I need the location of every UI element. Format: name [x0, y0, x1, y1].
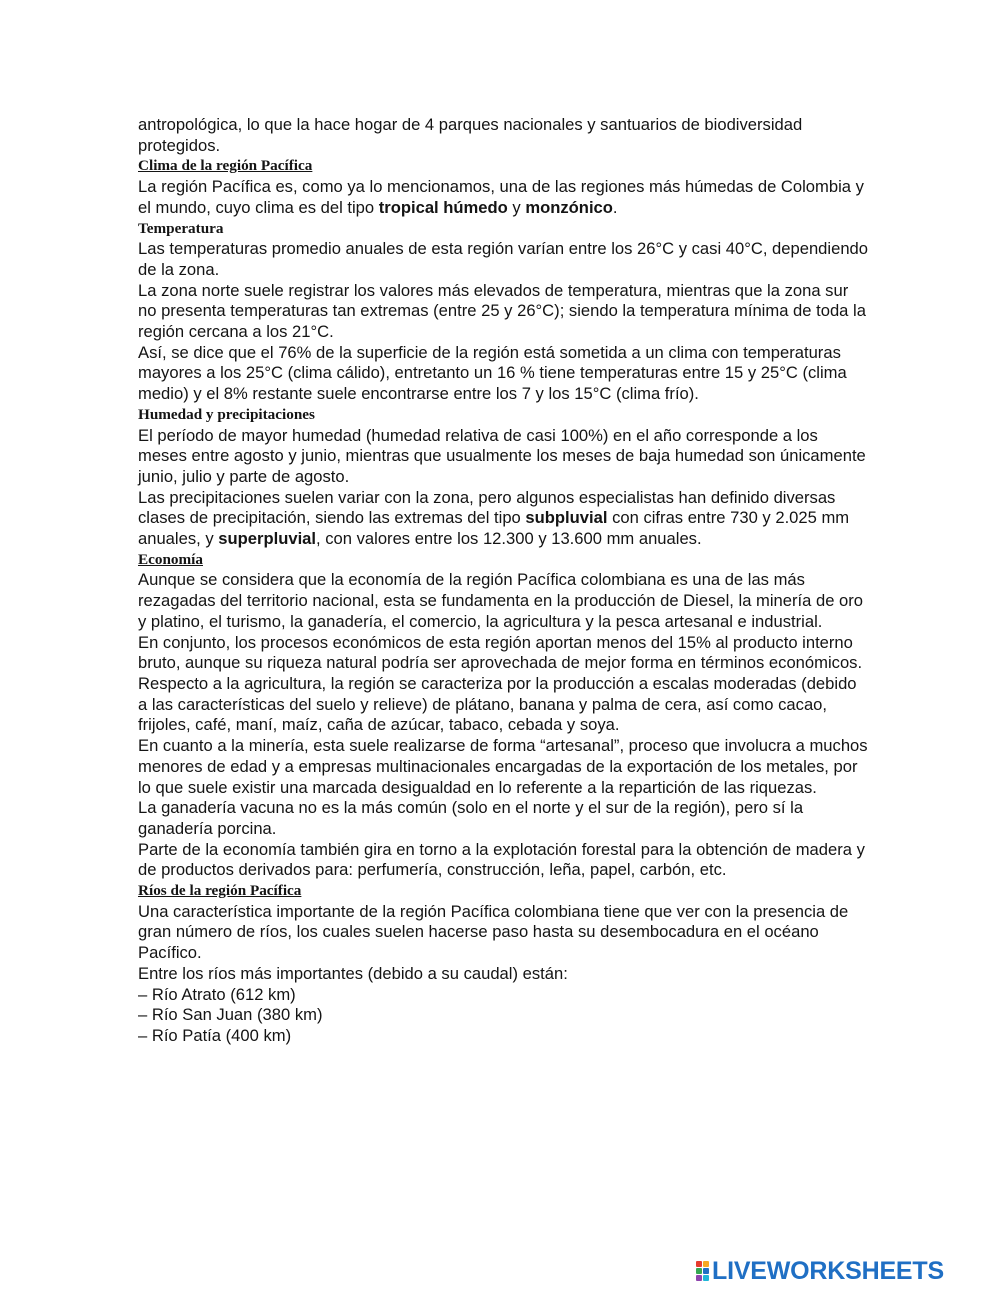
humedad-text-d: , con valores entre los 12.300 y 13.600 mm anuales. — [316, 529, 702, 549]
paragraph-temperatura-3: Así, se dice que el 76% de la superficie de la región está sometida a un clima con temperaturas mayores a los 25°C (clima cálido), entretanto un 16 % tiene temperaturas entre 15 y 25°C (clima medio) y el 8% restante suele encontrarse entre los 7 y los 15°C (clima frío). — [138, 342, 847, 404]
paragraph-humedad-1: El período de mayor humedad (humedad relativa de casi 100%) en el año corresponde a los meses entre agosto y junio, mientras que usualmente los meses de baja humedad son únicamente junio, julio y parte de agosto. — [138, 425, 866, 486]
document-body — [138, 115, 868, 1047]
paragraph-humedad-2 — [138, 488, 868, 550]
paragraph-economia-5: La ganadería vacuna no es la más común (solo en el norte y el sur de la región), pero sí la ganadería porcina. — [138, 798, 804, 838]
clima-bold-tropical: tropical húmedo — [378, 197, 508, 217]
list-item: – Río Patía (400 km) — [138, 1025, 292, 1045]
paragraph-clima — [138, 177, 868, 218]
logo-block — [696, 1268, 702, 1274]
logo-block — [703, 1268, 709, 1274]
logo-blocks-icon — [696, 1261, 709, 1281]
humedad-bold-superpluvial: superpluvial — [218, 529, 317, 549]
paragraph-rios-2: Entre los ríos más importantes (debido a su caudal) están: — [138, 963, 568, 983]
clima-conjunction: y — [507, 197, 526, 217]
heading-rios: Ríos de la región Pacífica — [138, 882, 302, 900]
list-item: – Río San Juan (380 km) — [138, 1005, 323, 1025]
paragraph-economia-6: Parte de la economía también gira en torno a la explotación forestal para la obtención de madera y de productos derivados para: perfumería, construcción, leña, papel, carbón, etc. — [138, 839, 865, 880]
paragraph-rios-1: Una característica importante de la región Pacífica colombiana tiene que ver con la presencia de gran número de ríos, los cuales suelen hacerse paso hasta su desembocadura en el océano Pacífico. — [138, 901, 849, 963]
heading-clima: Clima de la región Pacífica — [138, 157, 313, 175]
paragraph-temperatura-2: La zona norte suele registrar los valores más elevados de temperatura, mientras que la zona sur no presenta temperaturas tan extremas (entre 25 y 26°C); siendo la temperatura mínima de toda la región cercana a los 21°C. — [138, 280, 866, 342]
logo-block — [696, 1261, 702, 1267]
paragraph-temperatura-1: Las temperaturas promedio anuales de esta región varían entre los 26°C y casi 40°C, dependiendo de la zona. — [138, 239, 869, 279]
paragraph-economia-1: Aunque se considera que la economía de la región Pacífica colombiana es una de las más rezagadas del territorio nacional, esta se fundamenta en la producción de Diesel, la minería de oro y platino, el turismo, la ganadería, el comercio, la agricultura y la pesca artesanal e industrial. — [138, 570, 864, 631]
clima-text: La región Pacífica es, como ya lo mencionamos, una de las regiones más húmedas de Colombia y el mundo, cuyo clima es del tipo — [138, 177, 864, 217]
heading-economia: Economía — [138, 550, 203, 568]
paragraph-economia-3: Respecto a la agricultura, la región se caracteriza por la producción a escalas moderadas (debido a las características del suelo y relieve) de plátano, banana y palma de cera, así como cacao, frijoles, café, maní, maíz, caña de azúcar, tabaco, cebada y soya. — [138, 673, 857, 735]
paragraph-economia-2: En conjunto, los procesos económicos de esta región aportan menos del 15% al producto interno bruto, aunque su riqueza natural podría ser aprovechada de mejor forma en términos económicos. — [138, 632, 863, 673]
list-item: – Río Atrato (612 km) — [138, 984, 296, 1004]
clima-period: . — [612, 197, 618, 217]
logo-block — [696, 1275, 702, 1281]
humedad-text-a: Las precipitaciones suelen variar con la zona, pero algunos especialistas han definido diversas clases de precipitación, siendo las extremas del tipo — [138, 487, 836, 528]
logo-block — [703, 1275, 709, 1281]
liveworksheets-logo — [696, 1257, 944, 1285]
humedad-bold-subpluvial: subpluvial — [525, 508, 608, 528]
clima-bold-monzonico: monzónico — [525, 197, 613, 217]
logo-block — [703, 1261, 709, 1267]
heading-humedad: Humedad y precipitaciones — [138, 405, 315, 423]
paragraph-economia-4: En cuanto a la minería, esta suele realizarse de forma “artesanal”, proceso que involucra a muchos menores de edad y a empresas multinacionales encargadas de la exportación de los metales, por lo que suele existir una marcada desigualdad en lo referente a la repartición de las riquezas. — [138, 736, 868, 797]
paragraph-intro: antropológica, lo que la hace hogar de 4 parques nacionales y santuarios de biodiversidad protegidos. — [138, 115, 803, 155]
logo-text: LIVEWORKSHEETS — [712, 1257, 944, 1285]
humedad-text-c: con cifras entre 730 y 2.025 mm anuales, y — [138, 508, 850, 549]
heading-temperatura: Temperatura — [138, 219, 224, 237]
